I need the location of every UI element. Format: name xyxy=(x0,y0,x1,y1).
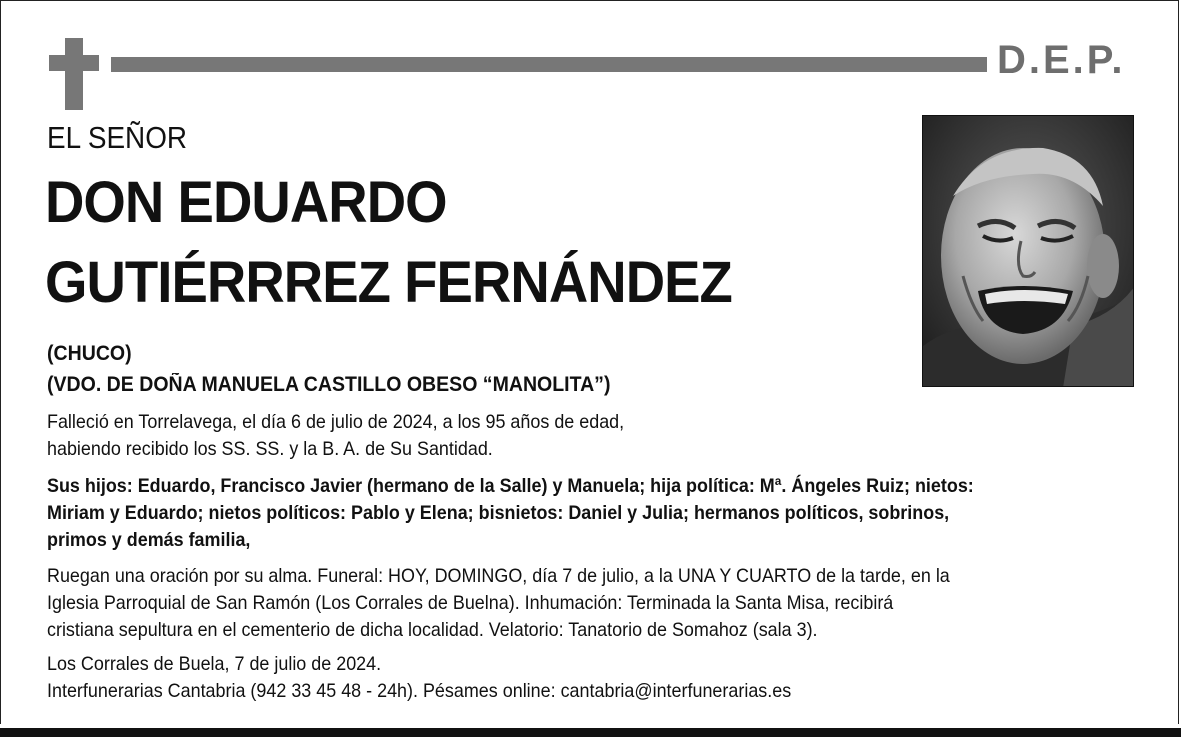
ceremony-details xyxy=(47,563,950,644)
funeral-home-contact: Interfunerarias Cantabria (942 33 45 48 - 24h). Pésames online: cantabria@interfunerarias.es xyxy=(47,680,792,702)
deceased-name-line2: GUTIÉRRREZ FERNÁNDEZ xyxy=(45,250,732,315)
ceremony-line: Iglesia Parroquial de San Ramón (Los Corrales de Buelna). Inhumación: Terminada la Santa Misa, recibirá xyxy=(47,592,894,614)
family-line: primos y demás familia, xyxy=(47,529,251,551)
ceremony-line: cristiana sepultura en el cementerio de dicha localidad. Velatorio: Tanatorio de Somahoz (sala 3). xyxy=(47,619,818,641)
bottom-rule xyxy=(0,728,1181,737)
family-list xyxy=(47,473,974,554)
family-line: Sus hijos: Eduardo, Francisco Javier (hermano de la Salle) y Manuela; hija política: Mª. Ángeles Ruiz; nietos: xyxy=(47,475,974,497)
header-rule xyxy=(111,57,987,72)
deceased-name-line1: DON EDUARDO xyxy=(45,170,447,235)
death-notice-text xyxy=(47,409,624,463)
closing-info xyxy=(47,651,791,705)
honorific: EL SEÑOR xyxy=(47,120,188,155)
dep-abbreviation: D.E.P. xyxy=(997,38,1126,82)
widower-of: (VDO. DE DOÑA MANUELA CASTILLO OBESO “MANOLITA”) xyxy=(47,373,611,396)
family-line: Miriam y Eduardo; nietos políticos: Pablo y Elena; bisnietos: Daniel y Julia; hermanos políticos, sobrinos, xyxy=(47,502,950,524)
ceremony-line: Ruegan una oración por su alma. Funeral: HOY, DOMINGO, día 7 de julio, a la UNA Y CUARTO de la tarde, en la xyxy=(47,565,950,587)
cross-icon xyxy=(65,38,83,110)
nickname: (CHUCO) xyxy=(47,342,132,365)
portrait-image xyxy=(923,116,1134,387)
death-notice-line: Falleció en Torrelavega, el día 6 de julio de 2024, a los 95 años de edad, xyxy=(47,411,625,433)
cross-icon-arm xyxy=(49,55,99,71)
place-date-line: Los Corrales de Buela, 7 de julio de 2024. xyxy=(47,653,382,675)
death-notice-line: habiendo recibido los SS. SS. y la B. A. de Su Santidad. xyxy=(47,438,493,460)
portrait-photo xyxy=(922,115,1134,387)
